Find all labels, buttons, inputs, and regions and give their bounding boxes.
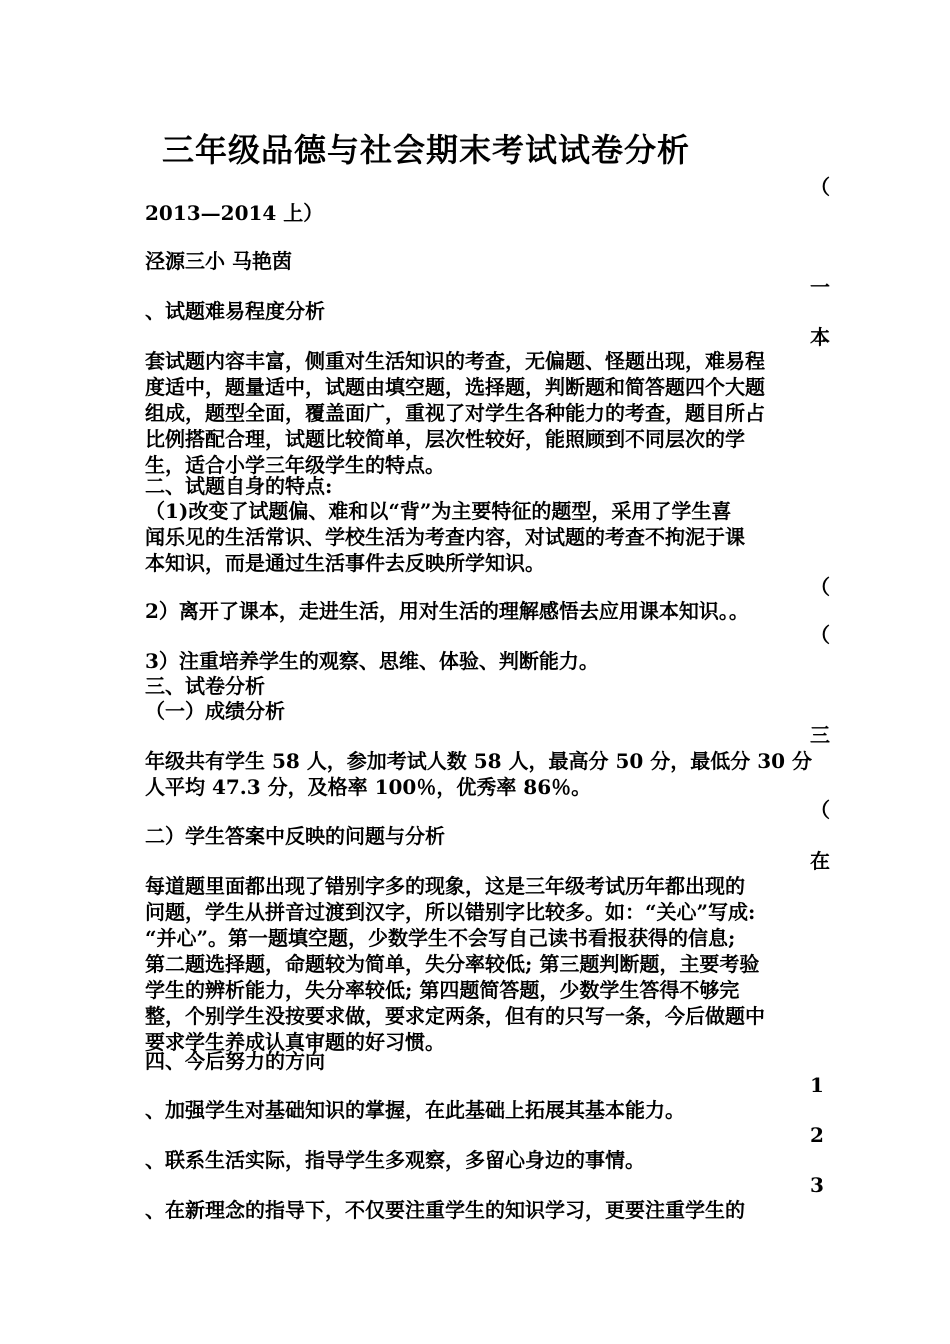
- margin-char: （: [810, 798, 830, 822]
- section2-heading: 二、试题自身的特点:: [145, 474, 333, 498]
- section2-point2: 2）离开了课本，走进生活，用对生活的理解感悟去应用课本知识。。: [145, 599, 749, 623]
- paragraph-line: 生，适合小学三年级学生的特点。: [145, 453, 445, 477]
- margin-char: 三: [810, 723, 830, 747]
- paragraph-line: 第二题选择题，命题较为简单，失分率较低; 第三题判断题，主要考验: [145, 952, 760, 976]
- section4-item1: 、加强学生对基础知识的掌握，在此基础上拓展其基本能力。: [145, 1098, 685, 1122]
- section3-sub1-body: [145, 748, 813, 800]
- margin-char: 1: [810, 1073, 824, 1097]
- paragraph-line: 年级共有学生 58 人，参加考试人数 58 人，最高分 50 分，最低分 30 分: [145, 749, 813, 773]
- section1-heading: 、试题难易程度分析: [145, 299, 325, 323]
- section4-heading: 四、今后努力的方向: [145, 1049, 325, 1073]
- paragraph-line: 整，个别学生没按要求做，要求定两条，但有的只写一条，今后做题中: [145, 1004, 765, 1028]
- margin-char: 3: [810, 1173, 824, 1197]
- section4-item2: 、联系生活实际，指导学生多观察，多留心身边的事情。: [145, 1148, 645, 1172]
- section3-sub1: （一）成绩分析: [145, 699, 285, 723]
- margin-char: 在: [810, 849, 830, 873]
- margin-char: 2: [810, 1123, 824, 1147]
- section4-item3: 、在新理念的指导下，不仅要注重学生的知识学习，更要注重学生的: [145, 1198, 745, 1222]
- paragraph-line: 闻乐见的生活常识、学校生活为考查内容，对试题的考查不拘泥于课: [145, 525, 745, 549]
- paragraph-line: “并心”。第一题填空题，少数学生不会写自己读书看报获得的信息;: [145, 926, 736, 950]
- section3-sub2: 二）学生答案中反映的问题与分析: [145, 824, 445, 848]
- paragraph-line: 每道题里面都出现了错别字多的现象，这是三年级考试历年都出现的: [145, 874, 745, 898]
- margin-char: （: [810, 575, 830, 599]
- section2-point1: [145, 498, 807, 576]
- year-line: 2013—2014 上）: [145, 201, 324, 225]
- margin-char: 一: [810, 275, 830, 299]
- margin-char: （: [810, 623, 830, 647]
- section3-heading: 三、试卷分析: [145, 674, 265, 698]
- paragraph-line: 问题，学生从拼音过渡到汉字，所以错别字比较多。如：“关心”写成:: [145, 900, 756, 924]
- paragraph-line: （1)改变了试题偏、难和以“背”为主要特征的题型，采用了学生喜: [145, 499, 732, 523]
- paragraph-line: 要求学生养成认真审题的好习惯。: [145, 1030, 445, 1054]
- margin-char: （: [810, 175, 830, 199]
- section2-point3: 3）注重培养学生的观察、思维、体验、判断能力。: [145, 649, 599, 673]
- paragraph-line: 组成，题型全面，覆盖面广，重视了对学生各种能力的考查，题目所占: [145, 401, 765, 425]
- section1-body: [145, 348, 807, 478]
- margin-char: 本: [810, 325, 830, 349]
- paragraph-line: 本知识，而是通过生活事件去反映所学知识。: [145, 551, 545, 575]
- section3-sub2-body: [145, 873, 807, 1055]
- paragraph-line: 人平均 47.3 分，及格率 100％，优秀率 86％。: [145, 775, 592, 799]
- document-title: 三年级品德与社会期末考试试卷分析: [162, 131, 691, 169]
- author-line: 泾源三小 马艳茵: [145, 249, 292, 273]
- paragraph-line: 度适中，题量适中，试题由填空题，选择题，判断题和简答题四个大题: [145, 375, 765, 399]
- paragraph-line: 比例搭配合理，试题比较简单，层次性较好，能照顾到不同层次的学: [145, 427, 745, 451]
- paragraph-line: 套试题内容丰富，侧重对生活知识的考查，无偏题、怪题出现，难易程: [145, 349, 765, 373]
- paragraph-line: 学生的辨析能力，失分率较低; 第四题简答题，少数学生答得不够完: [145, 978, 740, 1002]
